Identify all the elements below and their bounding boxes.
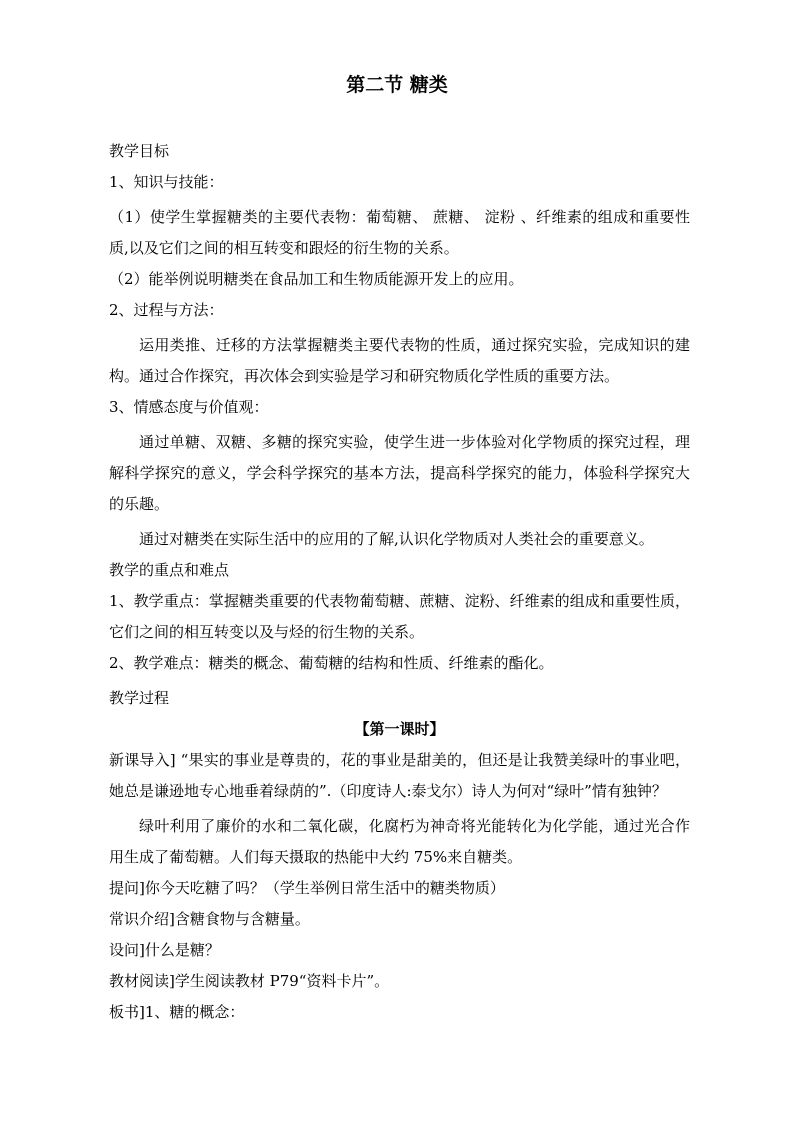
keypoint-focus: 1、教学重点：掌握糖类重要的代表物葡萄糖、蔗糖、淀粉、纤维素的组成和重要性质，它们之间的相互转变以及与烃的衍生物的关系。 [109,592,690,641]
process-paragraph: 运用类推、迁移的方法掌握糖类主要代表物的性质，通过探究实验，完成知识的建构。通过合作探究，再次体会到实验是学习和研究物质化学性质的重要方法。 [109,336,690,385]
attitude-paragraph-1: 通过单糖、双糖、多糖的探究实验，使学生进一步体验对化学物质的探究过程，理解科学探究的意义，学会科学探究的基本方法，提高科学探究的能力，体验科学探究大的乐趣。 [109,433,690,513]
inquiry-line: 设问]什么是糖？ [109,941,220,959]
common-sense-line: 常识介绍]含糖食物与含糖量。 [109,910,310,928]
attitude-heading: 3、情感态度与价值观： [109,398,269,416]
keypoints-heading: 教学的重点和难点 [109,561,230,579]
lesson-heading: 【第一课时】 [354,720,445,738]
board-line: 板书]1、糖的概念： [109,1003,245,1021]
keypoint-difficulty: 2、教学难点：糖类的概念、葡萄糖的结构和性质、纤维素的酯化。 [109,654,554,672]
document-title: 第二节 糖类 [346,74,448,96]
reading-line: 教材阅读]学生阅读教材 P79“资料卡片”。 [109,972,390,990]
question-line: 提问]你今天吃糖了吗？（学生举例日常生活中的糖类物质） [109,879,505,897]
document-body [109,136,690,1028]
intro-paragraph: 新课导入] “果实的事业是尊贵的，花的事业是甜美的，但还是让我赞美绿叶的事业吧，她总是谦逊地专心地垂着绿荫的”.（印度诗人:泰戈尔）诗人为何对“绿叶”情有独钟？ [109,751,690,800]
knowledge-item-1: （1）使学生掌握糖类的主要代表物：葡萄糖、 蔗糖、 淀粉 、纤维素的组成和重要性质,以及它们之间的相互转变和跟烃的衍生物的关系。 [109,208,690,257]
knowledge-heading: 1、知识与技能： [109,173,224,191]
process-heading: 2、过程与方法： [109,301,224,319]
objectives-heading: 教学目标 [109,142,170,160]
procedure-heading: 教学过程 [109,689,170,707]
photosynthesis-paragraph: 绿叶利用了廉价的水和二氧化碳，化腐朽为神奇将光能转化为化学能，通过光合作用生成了葡萄糖。人们每天摄取的热能中大约 75%来自糖类。 [109,817,690,866]
knowledge-item-2: （2）能举例说明糖类在食品加工和生物质能源开发上的应用。 [109,270,524,288]
attitude-paragraph-2: 通过对糖类在实际生活中的应用的了解,认识化学物质对人类社会的重要意义。 [139,530,654,548]
